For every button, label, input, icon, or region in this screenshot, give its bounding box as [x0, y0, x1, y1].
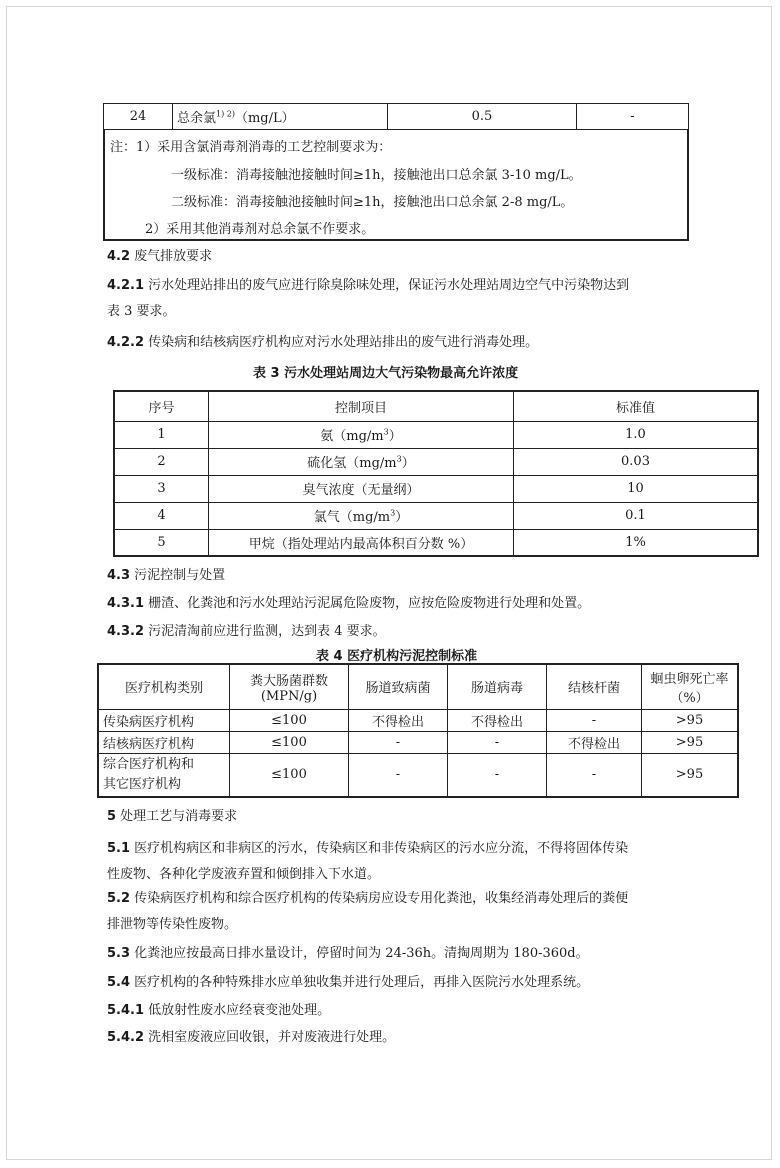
item-sup: 3 — [383, 427, 389, 437]
item-text: 氯气（mg/m — [313, 510, 391, 525]
table-header-row — [98, 664, 738, 709]
item-tail: ） — [401, 456, 415, 471]
paragraph-text: 医疗机构的各种特殊排水应单独收集并进行处理后，再排入医院污水处理系统。 — [130, 975, 590, 990]
header-coli-line1: 粪大肠菌群数 — [249, 673, 328, 689]
cell-item — [209, 448, 514, 475]
header-coli-line2: (MPN/g) — [260, 688, 318, 704]
section-number: 4.2.1 — [107, 278, 145, 293]
section-4-2-1 — [107, 273, 687, 325]
cell-no: 24 — [104, 104, 173, 130]
section-5 — [107, 804, 687, 830]
header-tb: 结核杆菌 — [547, 664, 642, 709]
section-number: 5.4 — [107, 975, 131, 990]
cell-virus: - — [448, 731, 547, 753]
cell-item — [173, 104, 388, 130]
cell-enteric: - — [349, 753, 448, 797]
item-label: 总余氯 — [177, 111, 217, 126]
cell-type: 传染病医疗机构 — [98, 709, 230, 731]
section-number: 4.2.2 — [107, 335, 145, 350]
cell-enteric: 不得检出 — [349, 709, 448, 731]
cell-value: 10 — [514, 475, 759, 502]
section-title: 废气排放要求 — [130, 249, 213, 264]
cell-coli: ≤100 — [230, 731, 349, 753]
cell-egg: >95 — [642, 709, 739, 731]
paragraph-text: 洗相室废液应回收银，并对废液进行处理。 — [144, 1030, 396, 1045]
section-number: 4.3.2 — [107, 624, 145, 639]
item-tail: ） — [388, 429, 402, 444]
paragraph-text: 传染病医疗机构和综合医疗机构的传染病房应设专用化粪池，收集经消毒处理后的粪便 — [130, 891, 629, 906]
cell-virus: - — [448, 753, 547, 797]
section-title: 处理工艺与消毒要求 — [116, 809, 238, 824]
table-header-row — [114, 391, 758, 421]
section-5-1 — [107, 836, 687, 888]
header-no: 序号 — [114, 391, 209, 421]
section-number: 5.3 — [107, 946, 131, 961]
table-row — [98, 753, 738, 797]
cell-item — [209, 421, 514, 448]
note-line-1: 注：1）采用含氯消毒剂消毒的工艺控制要求为： — [110, 140, 392, 155]
section-4-3-1 — [107, 591, 687, 617]
section-5-4 — [107, 970, 687, 996]
cell-no: 4 — [114, 502, 209, 529]
item-unit: （mg/L） — [234, 111, 295, 126]
cell-type — [98, 753, 230, 797]
table-row — [114, 529, 758, 556]
table2-fragment — [103, 103, 689, 130]
item-footnote: 1) 2) — [216, 109, 235, 119]
section-number: 4.3.1 — [107, 596, 145, 611]
cell-no: 3 — [114, 475, 209, 502]
paragraph-text: 栅渣、化粪池和污水处理站污泥属危险废物，应按危险废物进行处理和处置。 — [144, 596, 591, 611]
section-5-2 — [107, 886, 687, 938]
cell-type-line2: 其它医疗机构 — [103, 776, 182, 792]
cell-type: 结核病医疗机构 — [98, 731, 230, 753]
note-line-4: 2）采用其他消毒剂对总余氯不作要求。 — [145, 222, 375, 237]
cell-enteric: - — [349, 731, 448, 753]
item-text: 硫化氢（mg/m — [307, 456, 397, 471]
table-row — [114, 475, 758, 502]
cell-coli: ≤100 — [230, 709, 349, 731]
cell-no: 5 — [114, 529, 209, 556]
header-virus: 肠道病毒 — [448, 664, 547, 709]
section-5-3 — [107, 941, 687, 967]
section-4-3 — [107, 563, 687, 589]
paragraph-text-cont: 排泄物等传染性废物。 — [107, 917, 238, 932]
paragraph-text: 污泥清淘前应进行监测，达到表 4 要求。 — [144, 624, 386, 639]
cell-value: 0.5 — [388, 104, 577, 130]
item-sup: 3 — [396, 454, 402, 464]
cell-value: 1% — [514, 529, 759, 556]
header-value: 标准值 — [514, 391, 759, 421]
cell-value: 0.1 — [514, 502, 759, 529]
paragraph-text-cont: 表 3 要求。 — [107, 304, 176, 319]
paragraph-text: 医疗机构病区和非病区的污水，传染病区和非传染病区的污水应分流，不得将固体传染 — [130, 841, 629, 856]
table3 — [113, 390, 759, 557]
table-row — [114, 421, 758, 448]
cell-tb: - — [547, 753, 642, 797]
header-egg-line2: （%） — [670, 690, 709, 706]
cell-no: 1 — [114, 421, 209, 448]
table-row — [104, 104, 689, 130]
paragraph-text: 污水处理站排出的废气应进行除臭除味处理，保证污水处理站周边空气中污染物达到 — [144, 278, 630, 293]
section-number: 5 — [107, 809, 117, 824]
item-text: 氨（mg/m — [320, 429, 384, 444]
table4 — [97, 663, 739, 798]
cell-type-line1: 综合医疗机构和 — [103, 756, 195, 772]
table4-caption: 表 4 医疗机构污泥控制标准 — [316, 649, 478, 664]
header-enteric: 肠道致病菌 — [349, 664, 448, 709]
paragraph-text: 化粪池应按最高日排水量设计，停留时间为 24-36h。清掏周期为 180-360d。 — [130, 946, 589, 961]
section-4-3-2 — [107, 619, 687, 645]
paragraph-text-cont: 性废物、各种化学废液弃置和倾倒排入下水道。 — [107, 867, 381, 882]
section-number: 5.2 — [107, 891, 131, 906]
paragraph-text: 传染病和结核病医疗机构应对污水处理站排出的废气进行消毒处理。 — [144, 335, 539, 350]
header-item: 控制项目 — [209, 391, 514, 421]
cell-virus: 不得检出 — [448, 709, 547, 731]
cell-value: 1.0 — [514, 421, 759, 448]
cell-egg: >95 — [642, 731, 739, 753]
cell-value: 0.03 — [514, 448, 759, 475]
section-number: 5.4.1 — [107, 1003, 145, 1018]
header-type: 医疗机构类别 — [98, 664, 230, 709]
section-4-2 — [107, 244, 687, 270]
section-4-2-2 — [107, 330, 687, 356]
cell-tb: 不得检出 — [547, 731, 642, 753]
table-row — [114, 448, 758, 475]
section-5-4-1 — [107, 998, 687, 1024]
item-tail: ） — [395, 510, 409, 525]
table-row — [98, 731, 738, 753]
cell-item — [209, 475, 514, 502]
table-row — [114, 502, 758, 529]
item-sup: 3 — [390, 508, 396, 518]
cell-other: - — [577, 104, 689, 130]
section-number: 4.2 — [107, 249, 131, 264]
section-title: 污泥控制与处置 — [130, 568, 226, 583]
paragraph-text: 低放射性废水应经衰变池处理。 — [144, 1003, 331, 1018]
section-number: 5.1 — [107, 841, 131, 856]
table3-caption: 表 3 污水处理站周边大气污染物最高允许浓度 — [253, 366, 519, 381]
item-text: 甲烷（指处理站内最高体积百分数 %） — [248, 536, 474, 552]
cell-item — [209, 502, 514, 529]
cell-egg: >95 — [642, 753, 739, 797]
section-5-4-2 — [107, 1025, 687, 1051]
header-egg — [642, 664, 739, 709]
note-box — [103, 129, 689, 241]
cell-tb: - — [547, 709, 642, 731]
item-text: 臭气浓度（无量纲） — [302, 483, 420, 498]
cell-no: 2 — [114, 448, 209, 475]
section-number: 4.3 — [107, 568, 131, 583]
header-egg-line1: 蛔虫卵死亡率 — [650, 671, 729, 687]
table-row — [98, 709, 738, 731]
note-line-3: 二级标准：消毒接触池接触时间≥1h，接触池出口总余氯 2-8 mg/L。 — [171, 195, 574, 210]
cell-item — [209, 529, 514, 556]
note-line-2: 一级标准：消毒接触池接触时间≥1h，接触池出口总余氯 3-10 mg/L。 — [171, 168, 582, 183]
cell-coli: ≤100 — [230, 753, 349, 797]
section-number: 5.4.2 — [107, 1030, 145, 1045]
header-coli — [230, 664, 349, 709]
